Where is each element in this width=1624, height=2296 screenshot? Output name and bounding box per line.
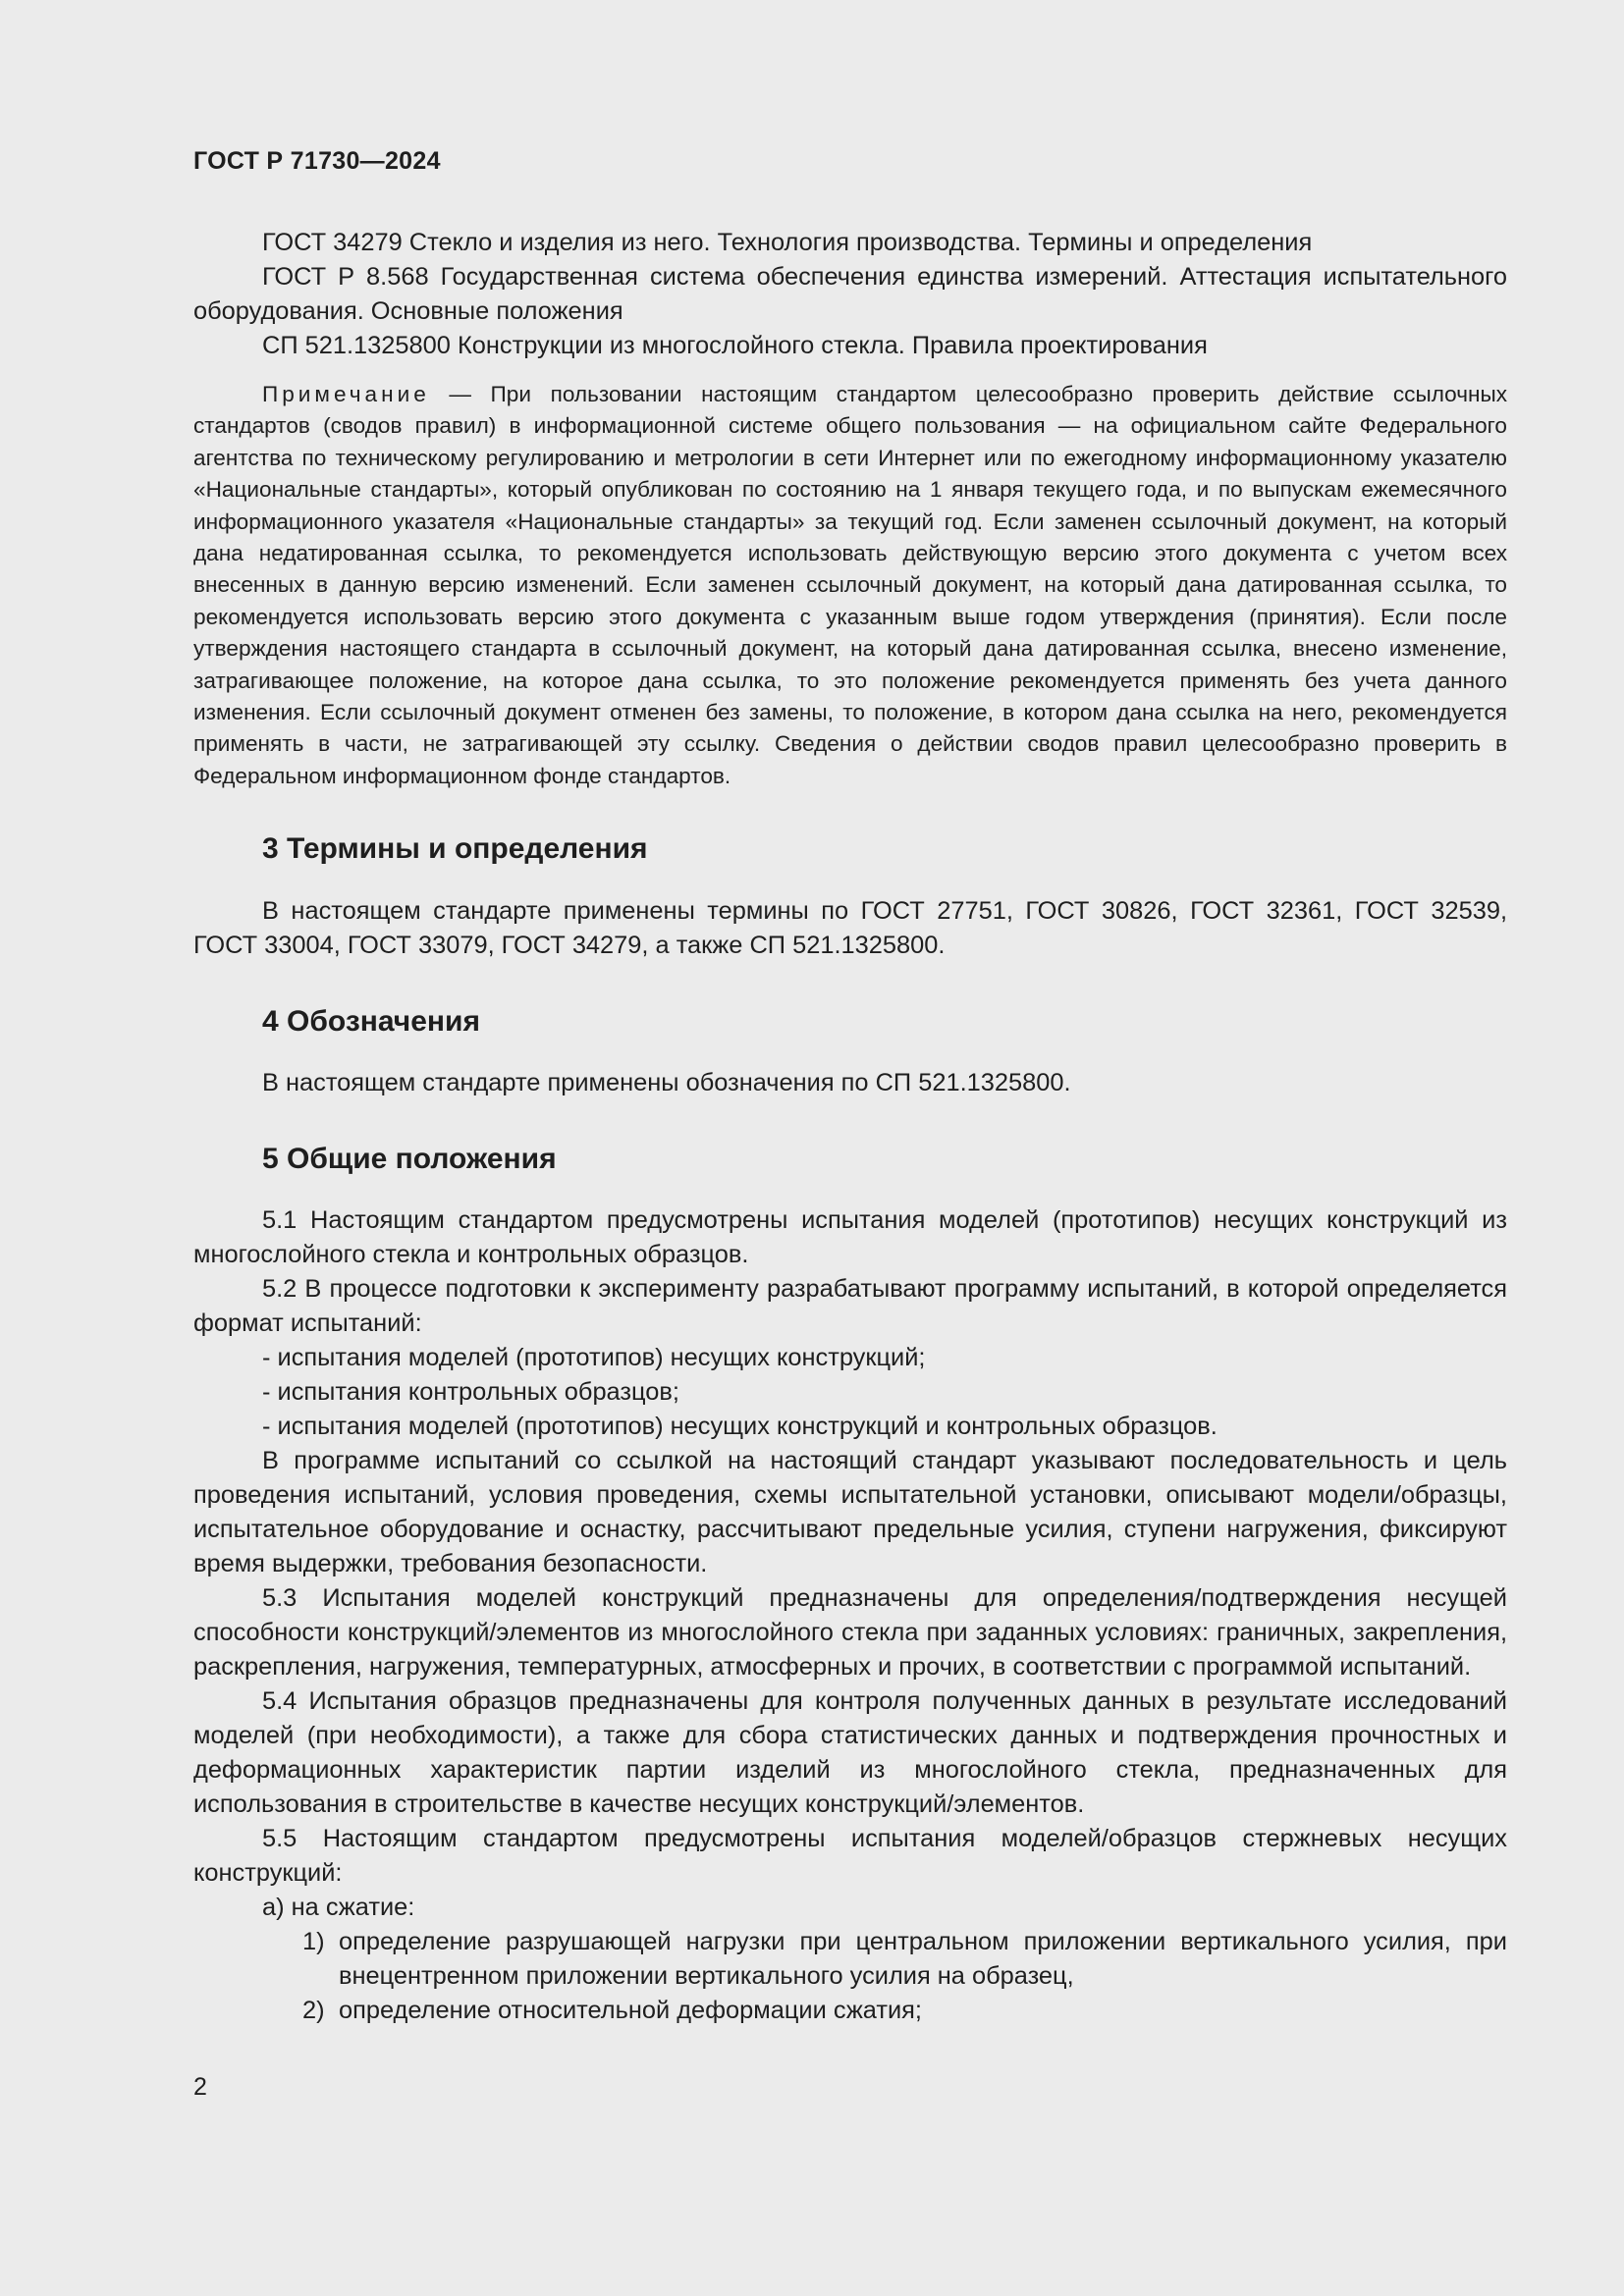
section-3-heading: 3 Термины и определения <box>262 832 648 865</box>
paragraph-5-5: 5.5 Настоящим стандартом предусмотрены испытания моделей/образцов стержневых несущих конструкций: <box>193 1825 1507 1887</box>
section-3-body <box>193 894 1507 963</box>
paragraph-5-4: 5.4 Испытания образцов предназначены для контроля полученных данных в результате исследований моделей (при необходимости), а также для сбора статистических данных и подтверждения прочностных и деформационных характеристик партии изделий из многослойного стекла, предназначенных для использования в строительстве в качестве несущих конструкций/элементов. <box>193 1687 1507 1818</box>
paragraph-5-1: 5.1 Настоящим стандартом предусмотрены испытания моделей (прототипов) несущих конструкций из многослойного стекла и контрольных образцов. <box>193 1206 1507 1268</box>
section-4-heading: 4 Обозначения <box>262 1005 480 1038</box>
document-header: ГОСТ Р 71730—2024 <box>193 147 441 175</box>
note-text: — При пользовании настоящим стандартом целесообразно проверить действие ссылочных стандартов (сводов правил) в информационной системе общего пользования — на официальном сайте Федерального агентства по техническому регулированию и метрологии в сети Интернет или по ежегодному информационному указателю «Национальные стандарты», который опубликован по состоянию на 1 января текущего года, и по выпускам ежемесячного информационного указателя «Национальные стандарты» за текущий год. Если заменен ссылочный документ, на который дана недатированная ссылка, то рекомендуется использовать действующую версию этого документа с учетом всех внесенных в данную версию изменений. Если заменен ссылочный документ, на который дана датированная ссылка, то рекомендуется использовать версию этого документа с указанным выше годом утверждения (принятия). Если после утверждения настоящего стандарта в ссылочный документ, на который дана датированная ссылка, внесено изменение, затрагивающее положение, на которое дана ссылка, то это положение рекомендуется применять без учета данного изменения. Если ссылочный документ отменен без замены, то положение, в котором дана ссылка на него, рекомендуется применять в части, не затрагивающей эту ссылку. Сведения о действии сводов правил целесообразно проверить в Федеральном информационном фонде стандартов. <box>193 382 1507 788</box>
list-item: - испытания моделей (прототипов) несущих конструкций и контрольных образцов. <box>262 1413 1218 1440</box>
note-block <box>193 379 1507 792</box>
paragraph-5-2: 5.2 В процессе подготовки к эксперименту разрабатывают программу испытаний, в которой определяется формат испытаний: <box>193 1275 1507 1337</box>
sub-item-number: 2) <box>302 1997 325 2024</box>
reference-item: СП 521.1325800 Конструкции из многослойного стекла. Правила проектирования <box>262 332 1208 359</box>
sub-list-item <box>193 1994 1507 2028</box>
reference-item: ГОСТ Р 8.568 Государственная система обеспечения единства измерений. Аттестация испытательного оборудования. Основные положения <box>193 263 1507 325</box>
paragraph: В настоящем стандарте применены обозначения по СП 521.1325800. <box>262 1069 1071 1096</box>
paragraph-5-3: 5.3 Испытания моделей конструкций предназначены для определения/подтверждения несущей способности конструкций/элементов из многослойного стекла при заданных условиях: граничных, закрепления, раскрепления, нагружения, температурных, атмосферных и прочих, в соответствии с программой испытаний. <box>193 1584 1507 1681</box>
list-item-a: а) на сжатие: <box>262 1894 415 1921</box>
section-5-heading: 5 Общие положения <box>262 1143 557 1175</box>
section-5-body <box>193 1203 1507 2028</box>
reference-item: ГОСТ 34279 Стекло и изделия из него. Технология производства. Термины и определения <box>262 229 1313 256</box>
paragraph-program: В программе испытаний со ссылкой на настоящий стандарт указывают последовательность и цель проведения испытаний, условия проведения, схемы испытательной установки, описывают модели/образцы, испытательное оборудование и оснастку, рассчитывают предельные усилия, ступени нагружения, фиксируют время выдержки, требования безопасности. <box>193 1447 1507 1577</box>
note-label: Примечание <box>262 382 430 406</box>
references-list <box>193 226 1507 363</box>
list-item: - испытания моделей (прототипов) несущих конструкций; <box>262 1344 926 1371</box>
section-4-body <box>193 1066 1507 1100</box>
sub-item-text: определение разрушающей нагрузки при центральном приложении вертикального усилия, при внецентренном приложении вертикального усилия на образец, <box>339 1928 1507 1990</box>
page-number: 2 <box>193 2073 207 2101</box>
list-item: - испытания контрольных образцов; <box>262 1378 679 1406</box>
paragraph: В настоящем стандарте применены термины по ГОСТ 27751, ГОСТ 30826, ГОСТ 32361, ГОСТ 32539, ГОСТ 33004, ГОСТ 33079, ГОСТ 34279, а также СП 521.1325800. <box>193 897 1507 959</box>
sub-list-item <box>193 1925 1507 1994</box>
sub-item-number: 1) <box>302 1928 325 1955</box>
sub-item-text: определение относительной деформации сжатия; <box>339 1997 922 2024</box>
